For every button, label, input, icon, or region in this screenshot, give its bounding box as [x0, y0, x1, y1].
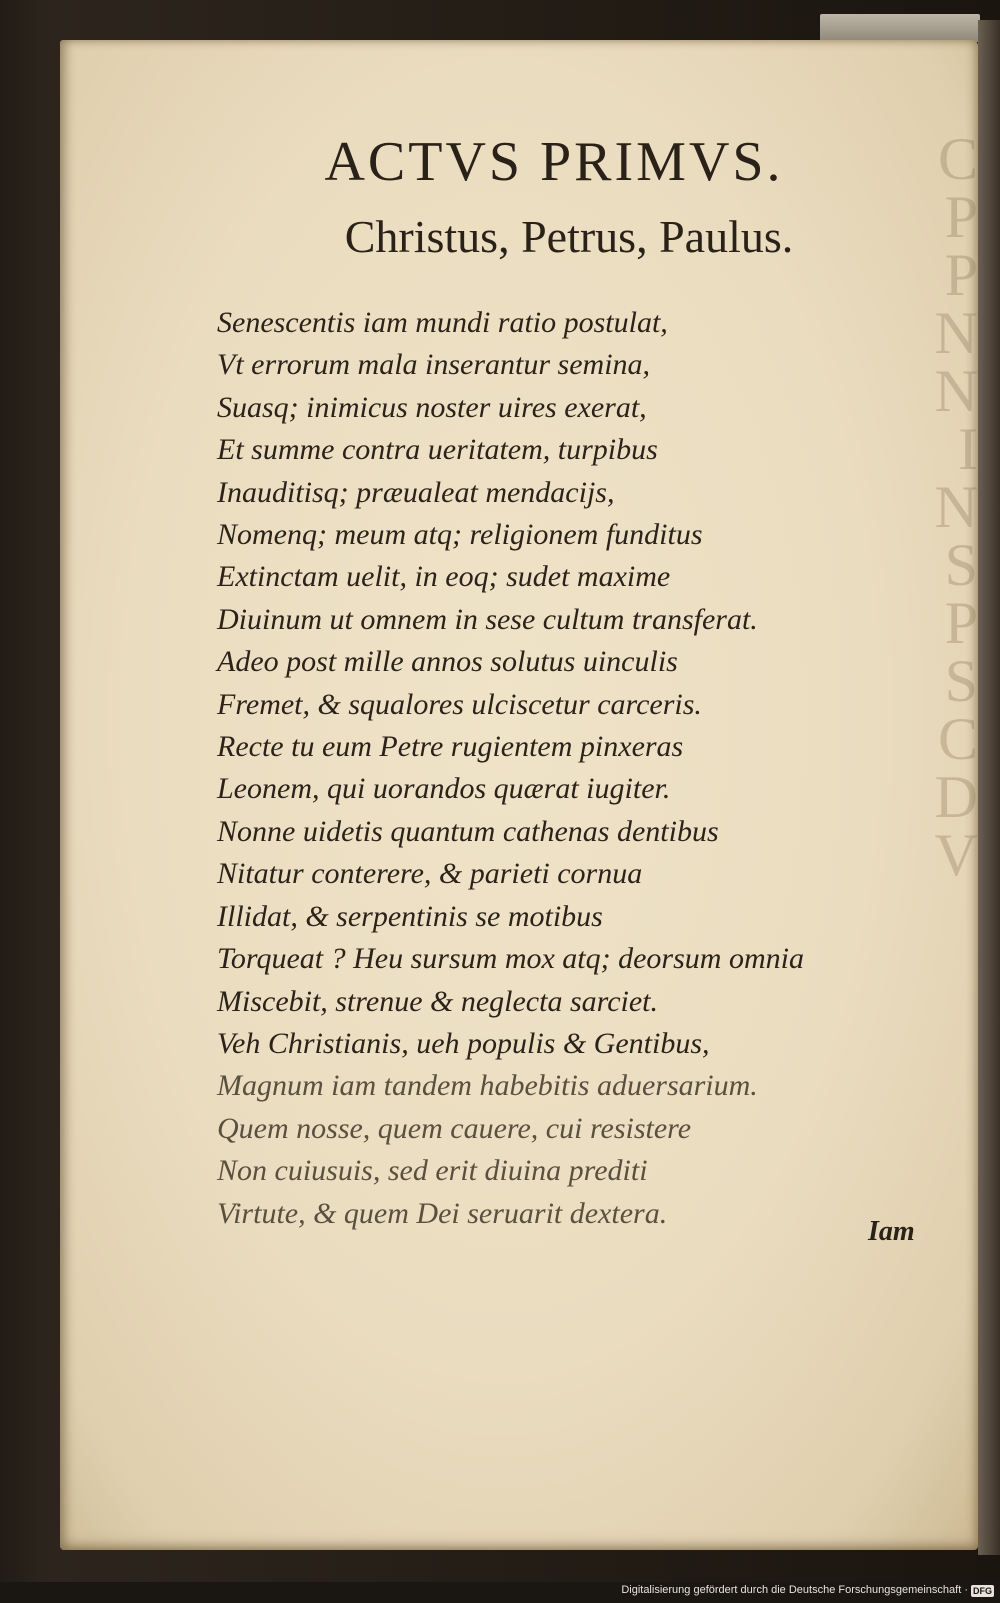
verse-line: Nonne uidetis quantum cathenas dentibus [217, 814, 719, 848]
digitization-footer [0, 1582, 1000, 1603]
show-through-text: C P P N N I N S P S C D V [934, 126, 978, 888]
verse-block [217, 302, 937, 1235]
verse-line: Non cuiusuis, sed erit diuina prediti [217, 1154, 648, 1188]
verse-line: Veh Christianis, ueh populis & Gentibus, [217, 1026, 710, 1060]
page-title: ACTVS PRIMVS. [324, 131, 784, 193]
verse-line: Et summe contra ueritatem, turpibus [217, 433, 658, 467]
funding-credit: Digitalisierung gefördert durch die Deutsche Forschungsgemeinschaft · [621, 1584, 968, 1596]
verse-line: Nomenq; meum atq; religionem funditus [217, 518, 703, 552]
verse-line: Vt errorum mala inserantur semina, [217, 348, 651, 382]
verse-line: Fremet, & squalores ulciscetur carceris. [217, 687, 702, 721]
verse-line: Leonem, qui uorandos quærat iugiter. [217, 772, 671, 806]
book-page [60, 40, 978, 1550]
verse-line: Virtute, & quem Dei seruarit dextera. [217, 1196, 668, 1230]
verse-line: Senescentis iam mundi ratio postulat, [217, 306, 668, 339]
verse-line: Quem nosse, quem cauere, cui resistere [217, 1111, 692, 1145]
verse-line: Nitatur conterere, & parieti cornua [217, 857, 643, 891]
verse-line: Diuinum ut omnem in sese cultum transferat. [217, 602, 758, 636]
verse-line: Miscebit, strenue & neglecta sarciet. [217, 984, 658, 1018]
book-edge [978, 20, 1000, 1555]
dfg-logo: DFG [973, 1586, 992, 1596]
next-leaf-edge [820, 14, 980, 42]
verse-line: Recte tu eum Petre rugientem pinxeras [217, 730, 684, 764]
verse-line: Inauditisq; præualeat mendacijs, [217, 475, 615, 509]
verse-line: Illidat, & serpentinis se motibus [217, 899, 603, 933]
verse-line: Magnum iam tandem habebitis aduersarium. [217, 1069, 758, 1103]
verse-line: Suasq; inimicus noster uires exerat, [217, 390, 647, 424]
speakers-heading: Christus, Petrus, Paulus. [344, 211, 794, 262]
verse-line: Extinctam uelit, in eoq; sudet maxime [217, 560, 671, 594]
verse-line: Torqueat ? Heu sursum mox atq; deorsum omnia [217, 942, 804, 976]
verse-line: Adeo post mille annos solutus uinculis [217, 645, 678, 679]
catchword: Iam [868, 1216, 915, 1247]
